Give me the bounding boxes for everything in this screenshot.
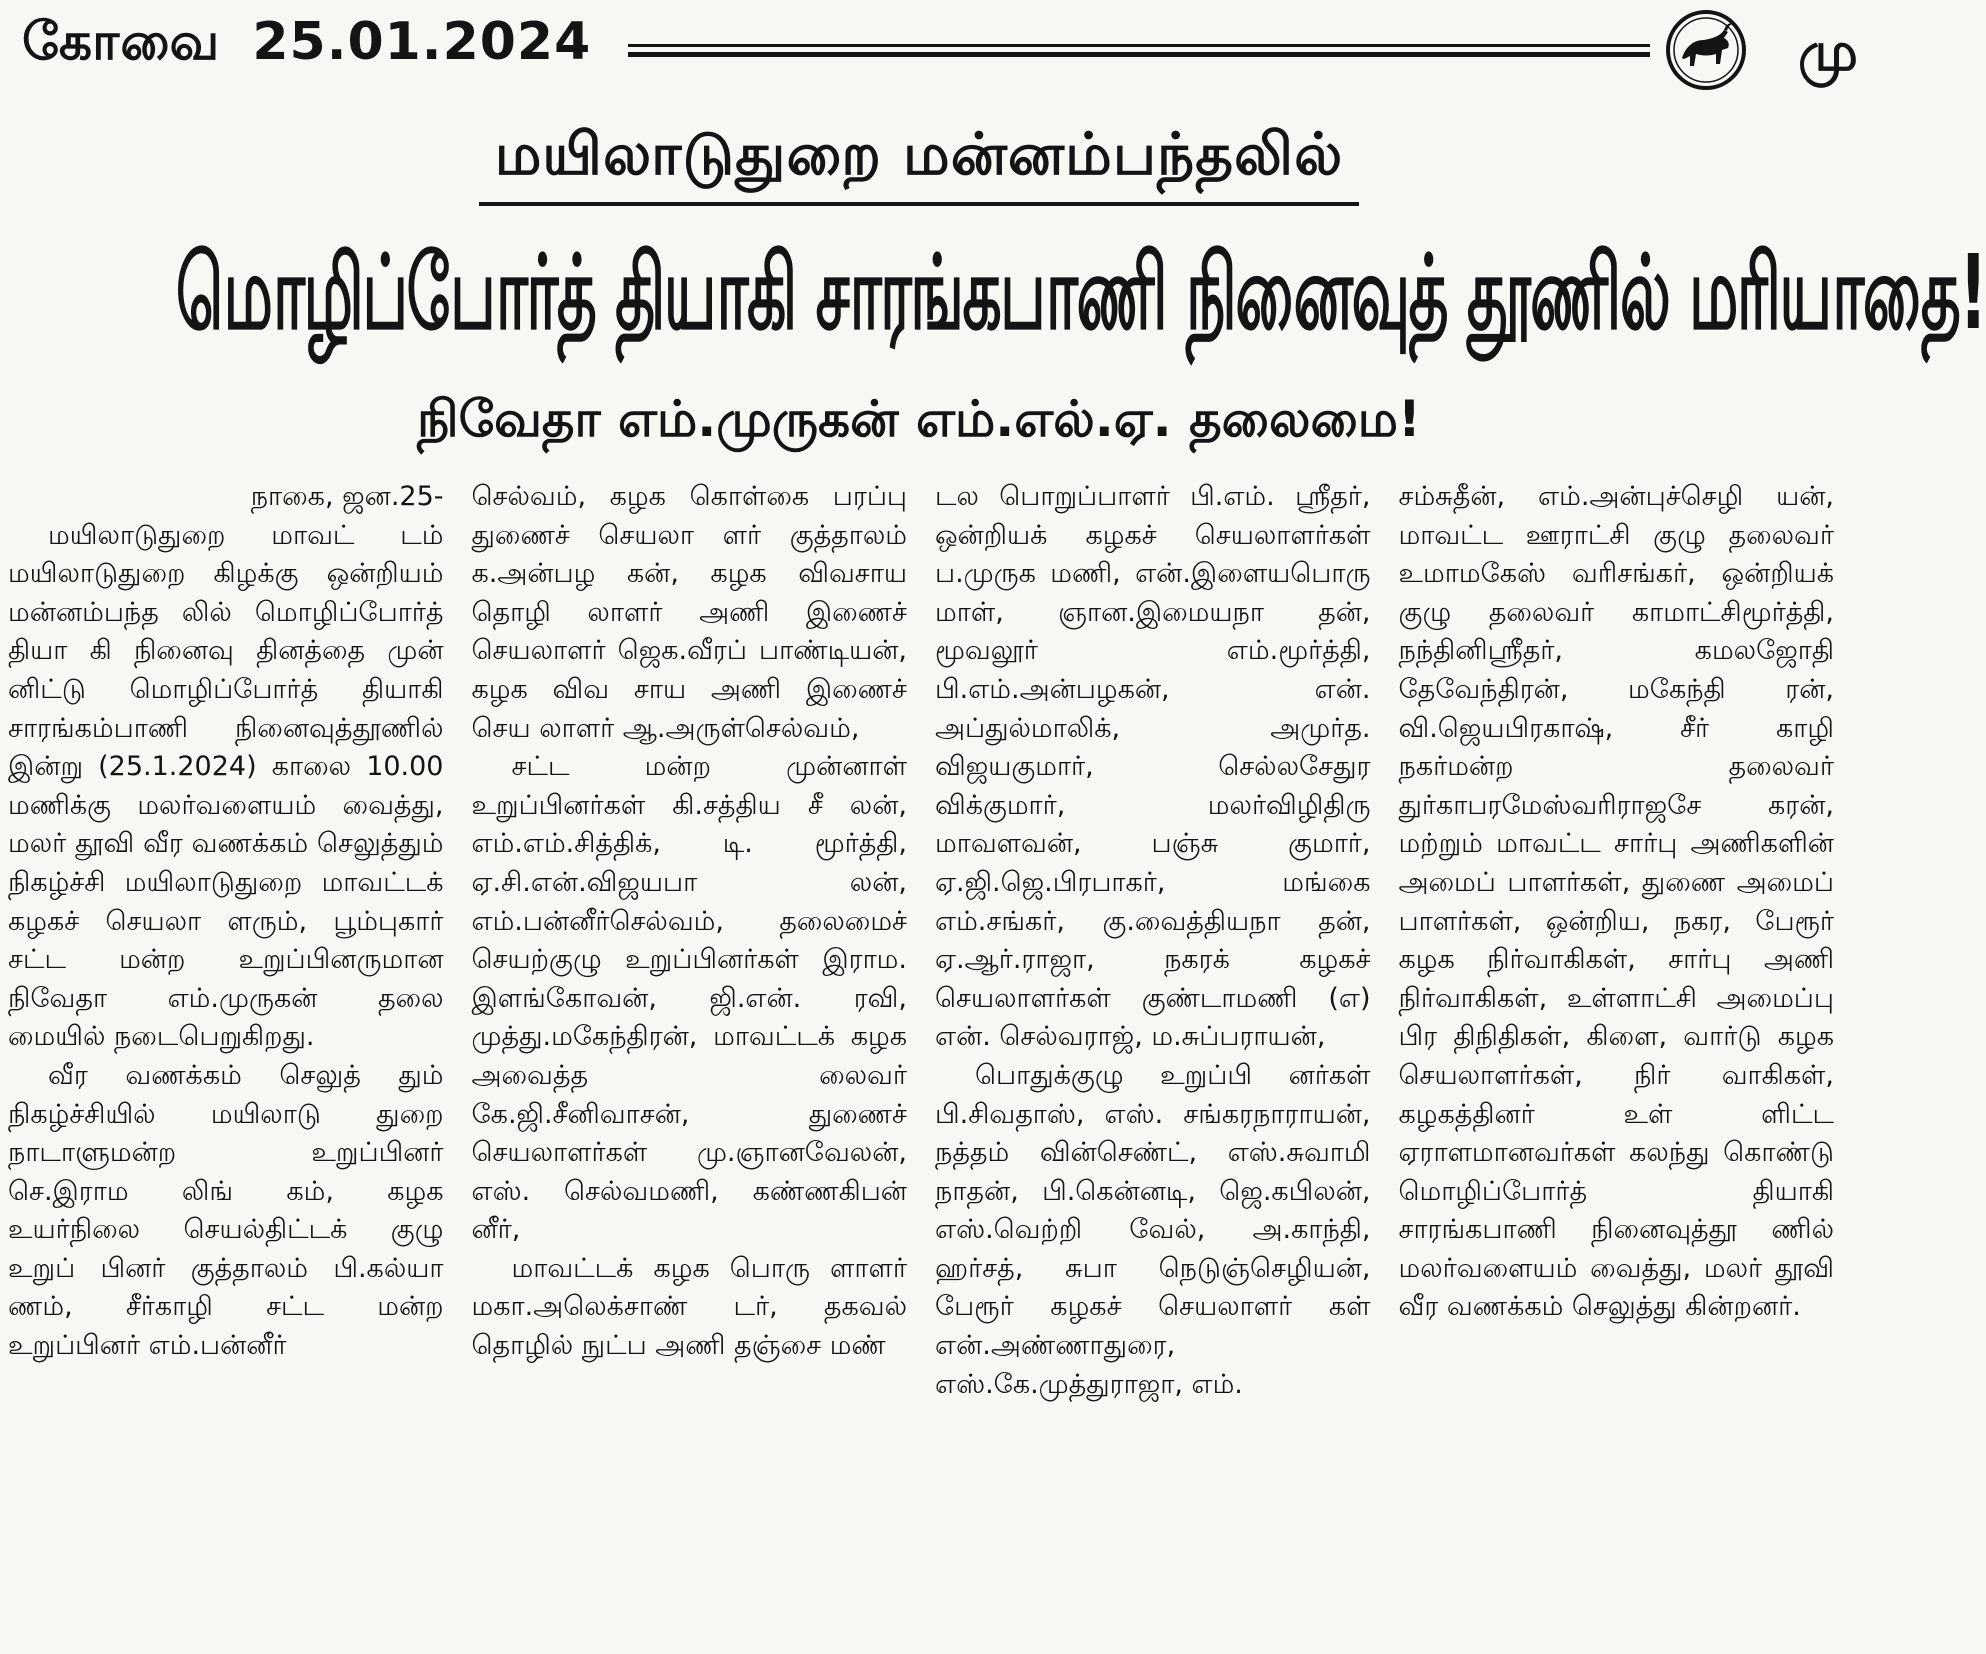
kicker-text: மயிலாடுதுறை மன்னம்பந்தலில் <box>479 120 1359 206</box>
bull-emblem-icon <box>1664 8 1748 92</box>
article-paragraph: சம்சுதீன், எம்.அன்புச்செழி யன், மாவட்ட ஊராட்சி குழு தலைவர் உமாமகேஸ் வரிசங்கர், ஒன்றியக் குழு தலைவர் காமாட்சிமூர்த்தி, நந்தினிஸ்ரீதர், கமலஜோதி தேவேந்திரன், மகேந்தி ரன், வி.ஜெயபிரகாஷ், சீர் காழி நகர்மன்ற தலைவர் துர்காபரமேஸ்வரிராஜசே கரன், மற்றும் மாவட்ட சார்பு அணிகளின் அமைப் பாளர்கள், துணை அமைப் பாளர்கள், ஒன்றிய, நகர, பேரூர் கழக நிர்வாகிகள், சார்பு அணி நிர்வாகிகள், உள்ளாட்சி அமைப்பு பிர திநிதிகள், கிளை, வார்டு கழக செயலாளர்கள், நிர் வாகிகள், கழகத்தினர் உள் ளிட்ட ஏராளமானவர்கள் கலந்து கொண்டு மொழிப்போர்த் தியாகி சாரங்கபாணி நினைவுத்தூ ணில் மலர்வளையம் வைத்து, மலர் தூவி வீர வணக்கம் செலுத்து கின்றனர். <box>1398 481 1834 1323</box>
subhead: நிவேதா எம்.முருகன் எம்.எல்.ஏ. தலைமை! <box>417 390 1421 448</box>
article-column-1 <box>8 478 444 1654</box>
article-paragraph: மாவட்டக் கழக பொரு ளாளர் மகா.அலெக்சாண் டர், தகவல் தொழில் நுட்ப அணி தஞ்சை மண் <box>471 1252 907 1362</box>
kicker <box>0 120 1838 206</box>
article-paragraph: மயிலாடுதுறை மாவட் டம் மயிலாடுதுறை கிழக்கு ஒன்றியம் மன்னம்பந்த லில் மொழிப்போர்த் தியா கி நினைவு தினத்தை முன் னிட்டு மொழிப்போர்த் தியாகி சாரங்கம்பாணி நினைவுத்தூணில் இன்று (25.1.2024) காலை 10.00 மணிக்கு மலர்வளையம் வைத்து, மலர் தூவி வீர வணக்கம் செலுத்தும் நிகழ்ச்சி மயிலாடுதுறை மாவட்டக் கழகச் செயலா ளரும், பூம்புகார் சட்ட மன்ற உறுப்பினருமான நிவேதா எம்.முருகன் தலை மையில் நடைபெறுகிறது. <box>8 519 444 1053</box>
masthead <box>0 0 1858 100</box>
article-paragraph: செல்வம், கழக கொள்கை பரப்பு துணைச் செயலா ளர் குத்தாலம் க.அன்பழ கன், கழக விவசாய தொழி லாளர் அணி இணைச் செயலாளர் ஜெக.வீரப் பாண்டியன், கழக விவ சாய அணி இணைச் செய லாளர் ஆ.அருள்செல்வம், <box>471 481 907 744</box>
article-paragraph: பொதுக்குழு உறுப்பி னர்கள் பி.சிவதாஸ், எஸ். சங்கரநாராயன், நத்தம் வின்செண்ட், எஸ்.சுவாமி நாதன், பி.கென்னடி, ஜெ.கபிலன், எஸ்.வெற்றி வேல், அ.காந்தி, ஹர்சத், சுபா நெடுஞ்செழியன், பேரூர் கழகச் செயலாளர் கள் என்.அண்ணாதுரை, எஸ்.கே.முத்துராஜா, எம். <box>935 1059 1371 1400</box>
article-column-4 <box>1399 478 1835 1654</box>
dateline: நாகை, ஜன.25- <box>250 481 444 512</box>
masthead-title-fragment: மு <box>1798 20 1858 83</box>
article-paragraph: வீர வணக்கம் செலுத் தும் நிகழ்ச்சியில் மயிலாடு துறை நாடாளுமன்ற உறுப்பினர் செ.இராம லிங் கம், கழக உயர்நிலை செயல்திட்டக் குழு உறுப் பினர் குத்தாலம் பி.கல்யா ணம், சீர்காழி சட்ட மன்ற உறுப்பினர் எம்.பன்னீர் <box>8 1059 444 1362</box>
article-body <box>8 478 1834 1654</box>
headline: மொழிப்போர்த் தியாகி சாரங்கபாணி நினைவுத் தூணில் மரியாதை! <box>175 232 1986 353</box>
edition-place: கோவை <box>22 12 221 72</box>
edition-date: 25.01.2024 <box>252 12 592 72</box>
article-column-3 <box>935 478 1371 1654</box>
masthead-rule <box>628 44 1650 55</box>
article-paragraph: சட்ட மன்ற முன்னாள் உறுப்பினர்கள் கி.சத்திய சீ லன், எம்.எம்.சித்திக், டி. மூர்த்தி, ஏ.சி.என்.விஜயபா லன், எம்.பன்னீர்செல்வம், தலைமைச் செயற்குழு உறுப்பினர்கள் இராம. இளங்கோவன், ஜி.என். ரவி, முத்து.மகேந்திரன், மாவட்டக் கழக அவைத்த லைவர் கே.ஜி.சீனிவாசன், துணைச் செயலாளர்கள் மு.ஞானவேலன், எஸ். செல்வமணி, கண்ணகிபன் னீர், <box>471 751 907 1246</box>
article-column-2 <box>472 478 908 1654</box>
article-paragraph: டல பொறுப்பாளர் பி.எம். ஸ்ரீதர், ஒன்றியக் கழகச் செயலாளர்கள் ப.முருக மணி, என்.இளையபொரு மாள், ஞான.இமையநா தன், மூவலூர் எம்.மூர்த்தி, பி.எம்.அன்பழகன், என். அப்துல்மாலிக், அமுர்த. விஜயகுமார், செல்லசேதுர விக்குமார், மலர்விழிதிரு மாவளவன், பஞ்சு குமார், ஏ.ஜி.ஜெ.பிரபாகர், மங்கை எம்.சங்கர், கு.வைத்தியநா தன், ஏ.ஆர்.ராஜா, நகரக் கழகச் செயலாளர்கள் குண்டாமணி (எ) என். செல்வராஜ், ம.சுப்பராயன், <box>935 481 1371 1053</box>
place-date <box>22 12 591 79</box>
